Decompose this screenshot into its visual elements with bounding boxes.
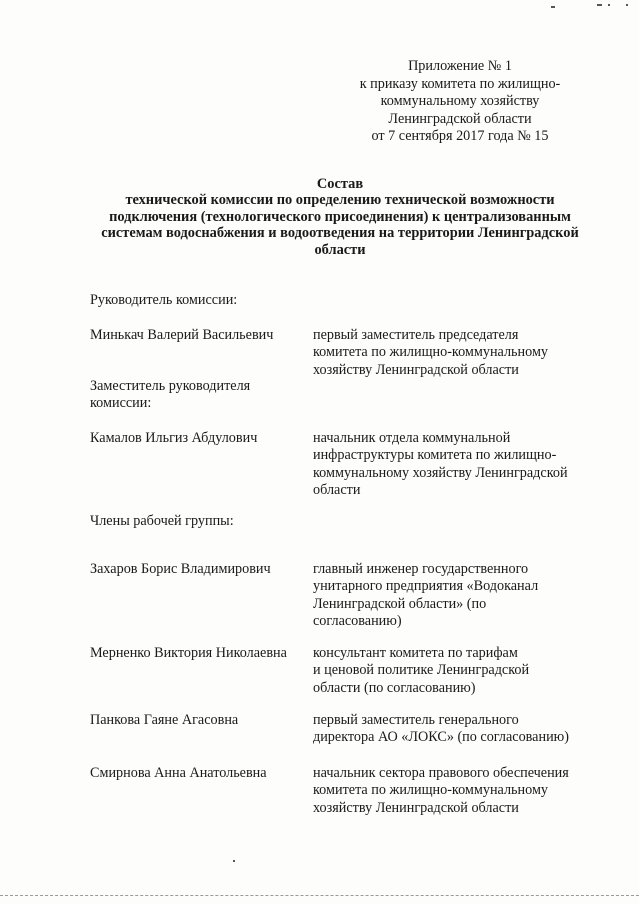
position-line: области (по согласованию) (313, 679, 476, 696)
member-position (313, 430, 598, 500)
member-position (313, 645, 598, 697)
heading-line: подключения (технологического присоединения) к централизованным (109, 208, 571, 225)
position-line: начальник сектора правового обеспечения (313, 765, 569, 781)
position-line: Ленинградской области» (по (313, 595, 487, 612)
document-title: Состав (316, 176, 364, 192)
position-line: консультант комитета по тарифам (313, 645, 518, 661)
appendix-line: к приказу комитета по жилищно- (359, 75, 561, 92)
appendix-block (332, 58, 588, 146)
position-line: области (313, 482, 361, 499)
member-position (313, 712, 598, 747)
member-name: Панкова Гаяне Агасовна (90, 712, 239, 728)
head-of-commission-label: Руководитель комиссии: (90, 292, 238, 308)
document-heading (84, 176, 596, 258)
position-line: и ценовой политике Ленинградской (313, 662, 530, 679)
member-name: Мерненко Виктория Николаевна (90, 645, 287, 661)
position-line: первый заместитель генерального (313, 712, 519, 728)
position-line: согласованию) (313, 613, 402, 630)
member-name: Камалов Ильгиз Абдулович (90, 430, 258, 446)
scan-mark (626, 4, 628, 6)
appendix-line: коммунальному хозяйству (380, 93, 540, 110)
deputy-label-line: Заместитель руководителя (90, 378, 251, 394)
deputy-head-label (90, 378, 250, 412)
position-line: директора АО «ЛОКС» (по согласованию) (313, 729, 569, 746)
position-line: комитета по жилищно-коммунальному (313, 782, 549, 799)
appendix-line: Приложение № 1 (408, 58, 512, 74)
member-position (313, 561, 598, 631)
member-name: Смирнова Анна Анатольевна (90, 765, 267, 781)
members-label: Члены рабочей группы: (90, 513, 234, 529)
member-position (313, 327, 598, 379)
position-line: унитарного предприятия «Водоканал (313, 578, 539, 595)
scan-speck (233, 860, 235, 862)
heading-line: системам водоснабжения и водоотведения на территории Ленинградской (101, 225, 579, 242)
deputy-label-line: комиссии: (90, 395, 152, 412)
scan-mark (608, 4, 610, 6)
position-line: первый заместитель председателя (313, 327, 519, 343)
member-position (313, 765, 598, 817)
member-name: Минькач Валерий Васильевич (90, 327, 274, 343)
position-line: главный инженер государственного (313, 561, 529, 577)
member-name: Захаров Борис Владимирович (90, 561, 271, 577)
appendix-line: от 7 сентября 2017 года № 15 (371, 128, 549, 145)
heading-line: области (314, 241, 366, 258)
position-line: коммунальному хозяйству Ленинградской (313, 464, 568, 481)
position-line: инфраструктуры комитета по жилищно- (313, 447, 557, 464)
scan-edge-line (0, 895, 639, 896)
position-line: хозяйству Ленинградской области (313, 799, 519, 816)
scan-mark (597, 4, 602, 6)
position-line: начальник отдела коммунальной (313, 430, 511, 446)
position-line: комитета по жилищно-коммунальному (313, 344, 549, 361)
scan-mark (551, 6, 555, 8)
position-line: хозяйству Ленинградской области (313, 361, 519, 378)
appendix-line: Ленинградской области (388, 110, 532, 127)
heading-line: технической комиссии по определению технической возможности (125, 192, 555, 209)
